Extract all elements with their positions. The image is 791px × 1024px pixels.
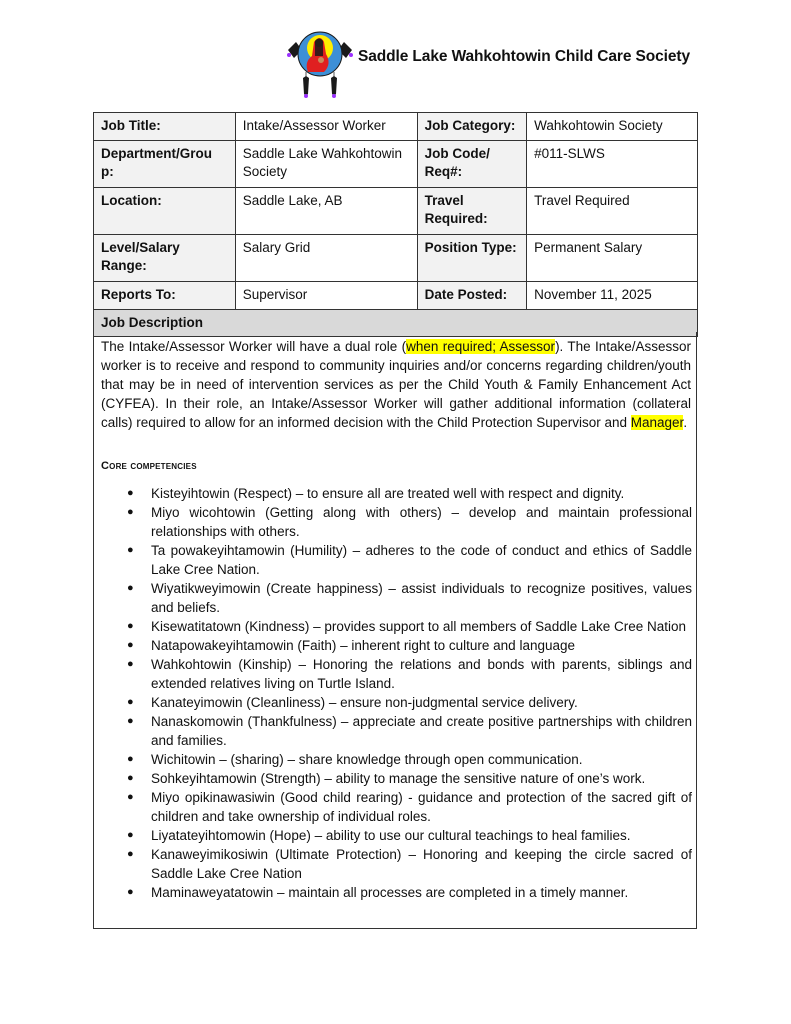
job-description-heading: Job Description xyxy=(94,310,698,337)
bullet-icon: ● xyxy=(127,753,134,765)
competency-item xyxy=(94,712,692,750)
competency-item xyxy=(94,541,692,579)
organization-name: Saddle Lake Wahkohtowin Child Care Society xyxy=(358,48,690,65)
table-row xyxy=(94,282,698,310)
competency-text: Kisewatitatown (Kindness) – provides support to all members of Saddle Lake Cree Nation xyxy=(151,619,687,634)
highlighted-text: Manager xyxy=(630,415,684,430)
bullet-icon: ● xyxy=(127,658,134,670)
competency-text: Maminaweyatatowin – maintain all processes are completed in a timely manner. xyxy=(151,885,629,900)
table-row xyxy=(94,188,698,235)
bullet-icon: ● xyxy=(127,848,134,860)
competency-item xyxy=(94,503,692,541)
competency-text: Wahkohtowin (Kinship) – Honoring the relations and bonds with parents, siblings and extended relatives living on Turtle Island. xyxy=(151,657,692,691)
competency-text: Liyatateyihtomowin (Hope) – ability to use our cultural teachings to heal families. xyxy=(151,828,631,843)
competency-item xyxy=(94,883,692,902)
bullet-icon: ● xyxy=(127,772,134,784)
competency-text: Ta powakeyihtamowin (Humility) – adheres to the code of conduct and ethics of Saddle Lake Cree Nation. xyxy=(151,543,692,577)
competency-item xyxy=(94,484,692,503)
bullet-icon: ● xyxy=(127,487,134,499)
competency-item xyxy=(94,617,692,636)
competency-item xyxy=(94,750,692,769)
competency-item xyxy=(94,655,692,693)
competency-item xyxy=(94,579,692,617)
table-row xyxy=(94,141,698,188)
bullet-icon: ● xyxy=(127,791,134,803)
salary-range-label: Level/Salary Range: xyxy=(94,235,236,282)
competency-item xyxy=(94,845,692,883)
competency-text: Kisteyihtowin (Respect) – to ensure all are treated well with respect and dignity. xyxy=(151,486,625,501)
competency-text: Wichitowin – (sharing) – share knowledge through open communication. xyxy=(151,752,583,767)
description-text: . xyxy=(683,415,688,430)
job-description-section xyxy=(93,332,697,929)
job-code-value: #011-SLWS xyxy=(527,141,698,188)
job-title-value: Intake/Assessor Worker xyxy=(235,113,417,141)
competency-item xyxy=(94,769,692,788)
competency-text: Miyo opikinawasiwin (Good child rearing) - guidance and protection of the sacred gift of children and take ownership of individual roles. xyxy=(151,790,692,824)
competency-item xyxy=(94,693,692,712)
job-title-label: Job Title: xyxy=(94,113,236,141)
bullet-icon: ● xyxy=(127,715,134,727)
competency-text: Kanaweyimikosiwin (Ultimate Protection) – Honoring and keeping the circle sacred of Saddle Lake Cree Nation xyxy=(151,847,692,881)
competency-text: Nanaskomowin (Thankfulness) – appreciate and create positive partnerships with children and families. xyxy=(151,714,692,748)
travel-required-label: Travel Required: xyxy=(417,188,527,235)
bullet-icon: ● xyxy=(127,506,134,518)
highlighted-text: when required; Assessor xyxy=(406,339,556,354)
job-category-label: Job Category: xyxy=(417,113,527,141)
competency-item xyxy=(94,788,692,826)
bullet-icon: ● xyxy=(127,639,134,651)
competency-text: Kanateyimowin (Cleanliness) – ensure non-judgmental service delivery. xyxy=(151,695,578,710)
bullet-icon: ● xyxy=(127,886,134,898)
table-row xyxy=(94,235,698,282)
description-text: The Intake/Assessor Worker will have a dual role ( xyxy=(101,339,407,354)
table-row xyxy=(94,113,698,141)
reports-to-value: Supervisor xyxy=(235,282,417,310)
organization-logo-icon xyxy=(284,28,356,98)
department-value: Saddle Lake Wahkohtowin Society xyxy=(235,141,417,188)
job-description-paragraph xyxy=(101,337,691,432)
core-competencies-heading: Core competencies xyxy=(101,460,197,472)
bullet-icon: ● xyxy=(127,544,134,556)
salary-range-value: Salary Grid xyxy=(235,235,417,282)
document-header xyxy=(284,28,714,98)
competency-item xyxy=(94,826,692,845)
department-label: Department/Grou p: xyxy=(94,141,236,188)
position-type-label: Position Type: xyxy=(417,235,527,282)
date-posted-value: November 11, 2025 xyxy=(527,282,698,310)
core-competencies-list xyxy=(94,484,692,902)
position-type-value: Permanent Salary xyxy=(527,235,698,282)
bullet-icon: ● xyxy=(127,582,134,594)
job-code-label: Job Code/ Req#: xyxy=(417,141,527,188)
bullet-icon: ● xyxy=(127,620,134,632)
competency-item xyxy=(94,636,692,655)
job-info-table xyxy=(93,112,698,337)
description-text: ). The Intake/Assessor worker is to receive and respond to community inquiries and/or concerns regarding children/youth that may be in need of intervention services as per the Child Youth & Family Enhancement Act (CYFEA). In their role, an Intake/Assessor Worker will gather additional information (collateral calls) required to allow for an informed decision with the Child Protection Supervisor and xyxy=(101,339,691,430)
location-value: Saddle Lake, AB xyxy=(235,188,417,235)
bullet-icon: ● xyxy=(127,829,134,841)
competency-text: Natapowakeyihtamowin (Faith) – inherent right to culture and language xyxy=(151,638,575,653)
competency-text: Sohkeyihtamowin (Strength) – ability to manage the sensitive nature of one’s work. xyxy=(151,771,646,786)
travel-required-value: Travel Required xyxy=(527,188,698,235)
date-posted-label: Date Posted: xyxy=(417,282,527,310)
competency-text: Wiyatikweyimowin (Create happiness) – assist individuals to recognize positives, values and beliefs. xyxy=(151,581,692,615)
job-category-value: Wahkohtowin Society xyxy=(527,113,698,141)
reports-to-label: Reports To: xyxy=(94,282,236,310)
competency-text: Miyo wicohtowin (Getting along with others) – develop and maintain professional relationships with others. xyxy=(151,505,692,539)
location-label: Location: xyxy=(94,188,236,235)
bullet-icon: ● xyxy=(127,696,134,708)
